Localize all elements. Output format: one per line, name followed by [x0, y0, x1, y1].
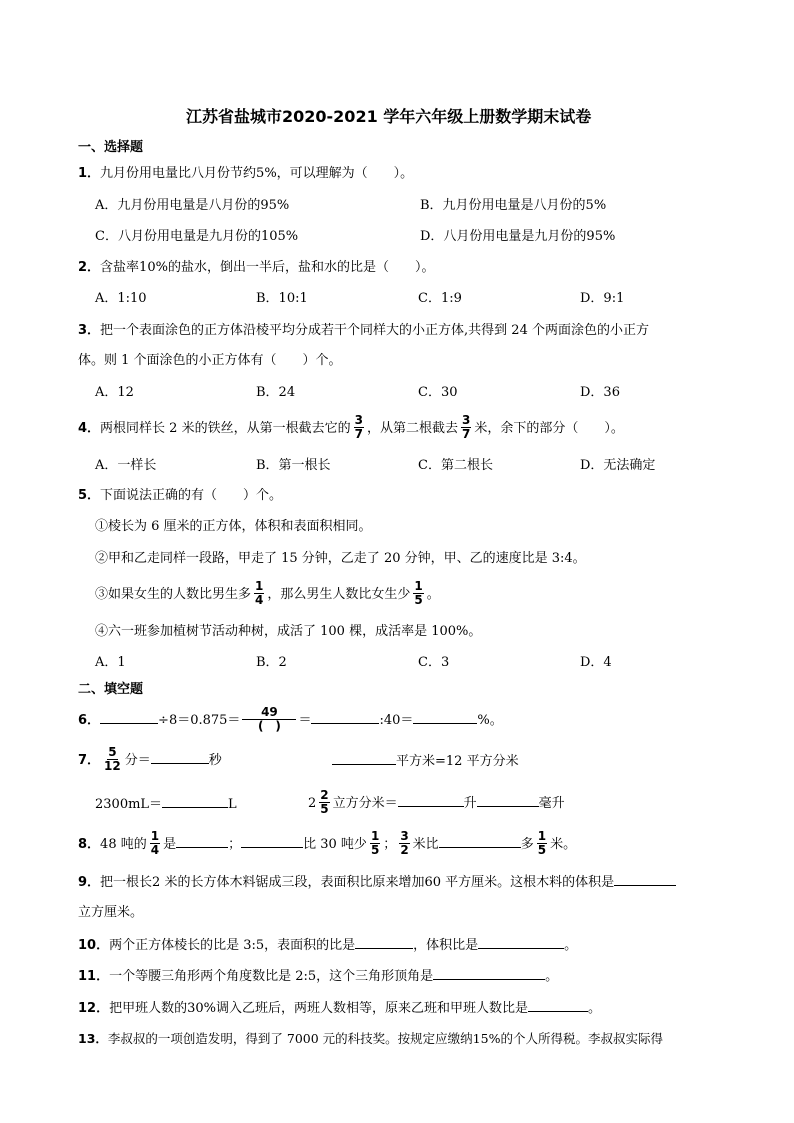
question-number: 3． [78, 323, 101, 338]
answer-blank[interactable] [100, 711, 158, 724]
fraction: $\frac{1}{4}$ [150, 829, 160, 857]
answer-blank[interactable] [241, 835, 303, 848]
question-text: 下面说法正确的有（ ）个。 [100, 488, 283, 503]
statement-2: ②甲和乙走同样一段路，甲走了 15 分钟，乙走了 20 分钟，甲、乙的速度比是 3:4。 [95, 551, 586, 566]
option-b: B．第一根长 [256, 458, 331, 473]
question-text: 两根同样长 2 米的铁丝，从第一根截去它的 [100, 421, 351, 436]
option-c: C．1:9 [418, 291, 462, 306]
question-4 [78, 414, 624, 444]
question-number: 11． [78, 969, 110, 984]
answer-blank[interactable] [311, 711, 379, 724]
fraction: $\frac{1}{5}$ [414, 579, 423, 607]
question-11: 11．一个等腰三角形两个角度数比是 2:5，这个三角形顶角是 。 [78, 969, 559, 984]
question-text: 九月份用电量比八月份节约5%，可以理解为（ ）。 [100, 166, 414, 181]
question-2 [78, 259, 434, 277]
question-7: 7． $\frac{5}{12}$ 分＝ 秒 [78, 745, 222, 773]
question-number: 7． [78, 753, 101, 768]
option-a: A．一样长 [95, 458, 157, 473]
question-text: ，从第二根截去 [366, 421, 458, 436]
question-7-part3: 2300mL＝ L [95, 797, 237, 812]
question-text: 把一个表面涂色的正方体沿棱平均分成若干个同样大的小正方体,共得到 24 个两面涂色的小正方 [100, 323, 649, 338]
fraction: $\frac{1}{5}$ [537, 829, 547, 857]
question-3 [78, 322, 649, 340]
option-c: C．八月份用电量是九月份的105% [95, 229, 299, 244]
section-heading: 一、选择题 [78, 140, 144, 155]
option-b: B．九月份用电量是八月份的5% [420, 198, 607, 213]
option-d: D．36 [580, 385, 620, 400]
answer-blank[interactable] [528, 999, 588, 1012]
answer-blank[interactable] [413, 711, 477, 724]
section-heading: 二、填空题 [78, 682, 144, 697]
question-number: 10． [78, 938, 110, 953]
question-8: 8．48 吨的 $\frac{1}{4}$ 是 ； 比 30 吨少 $\frac{1}{5}$ ； $\frac{3}{2}$ 米比 多 $\frac{1}{5}$ 米。 [78, 829, 577, 857]
answer-blank[interactable] [614, 873, 676, 886]
answer-blank[interactable] [398, 794, 464, 807]
answer-blank[interactable] [151, 751, 209, 764]
option-d: D．4 [580, 655, 612, 670]
question-number: 4． [78, 421, 101, 436]
option-b: B．2 [256, 655, 287, 670]
fraction: $\frac{49}{( )}$ [243, 706, 295, 733]
fraction: $\frac{2}{5}$ [320, 788, 329, 816]
question-number: 8． [78, 837, 101, 852]
question-9: 9．把一根长2 米的长方体木料锯成三段，表面积比原来增加60 平方厘米。这根木料的体积是 [78, 873, 676, 892]
option-c: C．第二根长 [418, 458, 493, 473]
option-d: D．9:1 [580, 291, 625, 306]
answer-blank[interactable] [355, 936, 413, 949]
statement-4: ④六一班参加植树节活动种树，成活了 100 棵，成活率是 100%。 [95, 624, 482, 639]
answer-blank[interactable] [477, 794, 539, 807]
option-d: D．八月份用电量是九月份的95% [420, 229, 616, 244]
option-d: D．无法确定 [580, 458, 656, 473]
question-number: 12． [78, 1001, 110, 1016]
question-7-part4: 2 $\frac{2}{5}$ 立方分米＝ 升 毫升 [308, 788, 565, 816]
option-b: B．10:1 [256, 291, 308, 306]
fraction: $\frac{1}{5}$ [370, 829, 380, 857]
option-a: A．1 [95, 655, 126, 670]
question-13: 13．李叔叔的一项创造发明，得到了 7000 元的科技奖。按规定应缴纳15%的个人所得税。李叔叔实际得 [78, 1031, 663, 1046]
question-number: 1． [78, 166, 101, 181]
question-text-cont: 立方厘米。 [78, 905, 144, 920]
fraction: $\frac{3}{7}$ [354, 413, 363, 441]
answer-blank[interactable] [439, 835, 521, 848]
answer-blank[interactable] [433, 967, 545, 980]
answer-blank[interactable] [162, 795, 228, 808]
question-number: 9． [78, 875, 101, 890]
question-6: 6． ÷8＝0.875＝ $\frac{49}{( )}$ ＝ :40＝ %。 [78, 705, 503, 733]
question-5 [78, 487, 282, 505]
question-12: 12．把甲班人数的30%调入乙班后，两班人数相等，原来乙班和甲班人数比是 。 [78, 1001, 602, 1016]
answer-blank[interactable] [478, 936, 564, 949]
question-number: 5． [78, 488, 101, 503]
answer-blank[interactable] [332, 752, 396, 765]
fraction: $\frac{5}{12}$ [104, 745, 121, 773]
answer-blank[interactable] [176, 835, 228, 848]
question-7-part2: 平方米=12 平方分米 [332, 752, 519, 771]
page-title: 江苏省盐城市2020-2021 学年六年级上册数学期末试卷 [186, 107, 592, 126]
fraction: $\frac{3}{7}$ [461, 413, 471, 441]
statement-3: ③如果女生的人数比男生多 $\frac{1}{4}$ ，那么男生人数比女生少 $\frac{1}{5}$ 。 [95, 579, 440, 607]
option-c: C．30 [418, 385, 458, 400]
fraction: $\frac{1}{4}$ [255, 579, 264, 607]
option-b: B．24 [256, 385, 296, 400]
option-a: A．九月份用电量是八月份的95% [95, 198, 290, 213]
question-text-cont: 体。则 1 个面涂色的小正方体有（ ）个。 [78, 353, 342, 368]
statement-1: ①棱长为 6 厘米的正方体，体积和表面积相同。 [95, 519, 372, 534]
question-text: 含盐率10%的盐水，倒出一半后，盐和水的比是（ ）。 [100, 260, 435, 275]
question-1 [78, 165, 413, 183]
question-10: 10．两个正方体棱长的比是 3:5，表面积的比是 ，体积比是 。 [78, 938, 578, 953]
question-number: 13． [78, 1031, 108, 1046]
question-number: 2． [78, 260, 101, 275]
question-text: 米，余下的部分（ ）。 [474, 421, 624, 436]
option-c: C．3 [418, 655, 450, 670]
option-a: A．12 [95, 385, 134, 400]
fraction: $\frac{3}{2}$ [400, 829, 409, 857]
option-a: A．1:10 [95, 291, 147, 306]
question-number: 6． [78, 713, 101, 728]
